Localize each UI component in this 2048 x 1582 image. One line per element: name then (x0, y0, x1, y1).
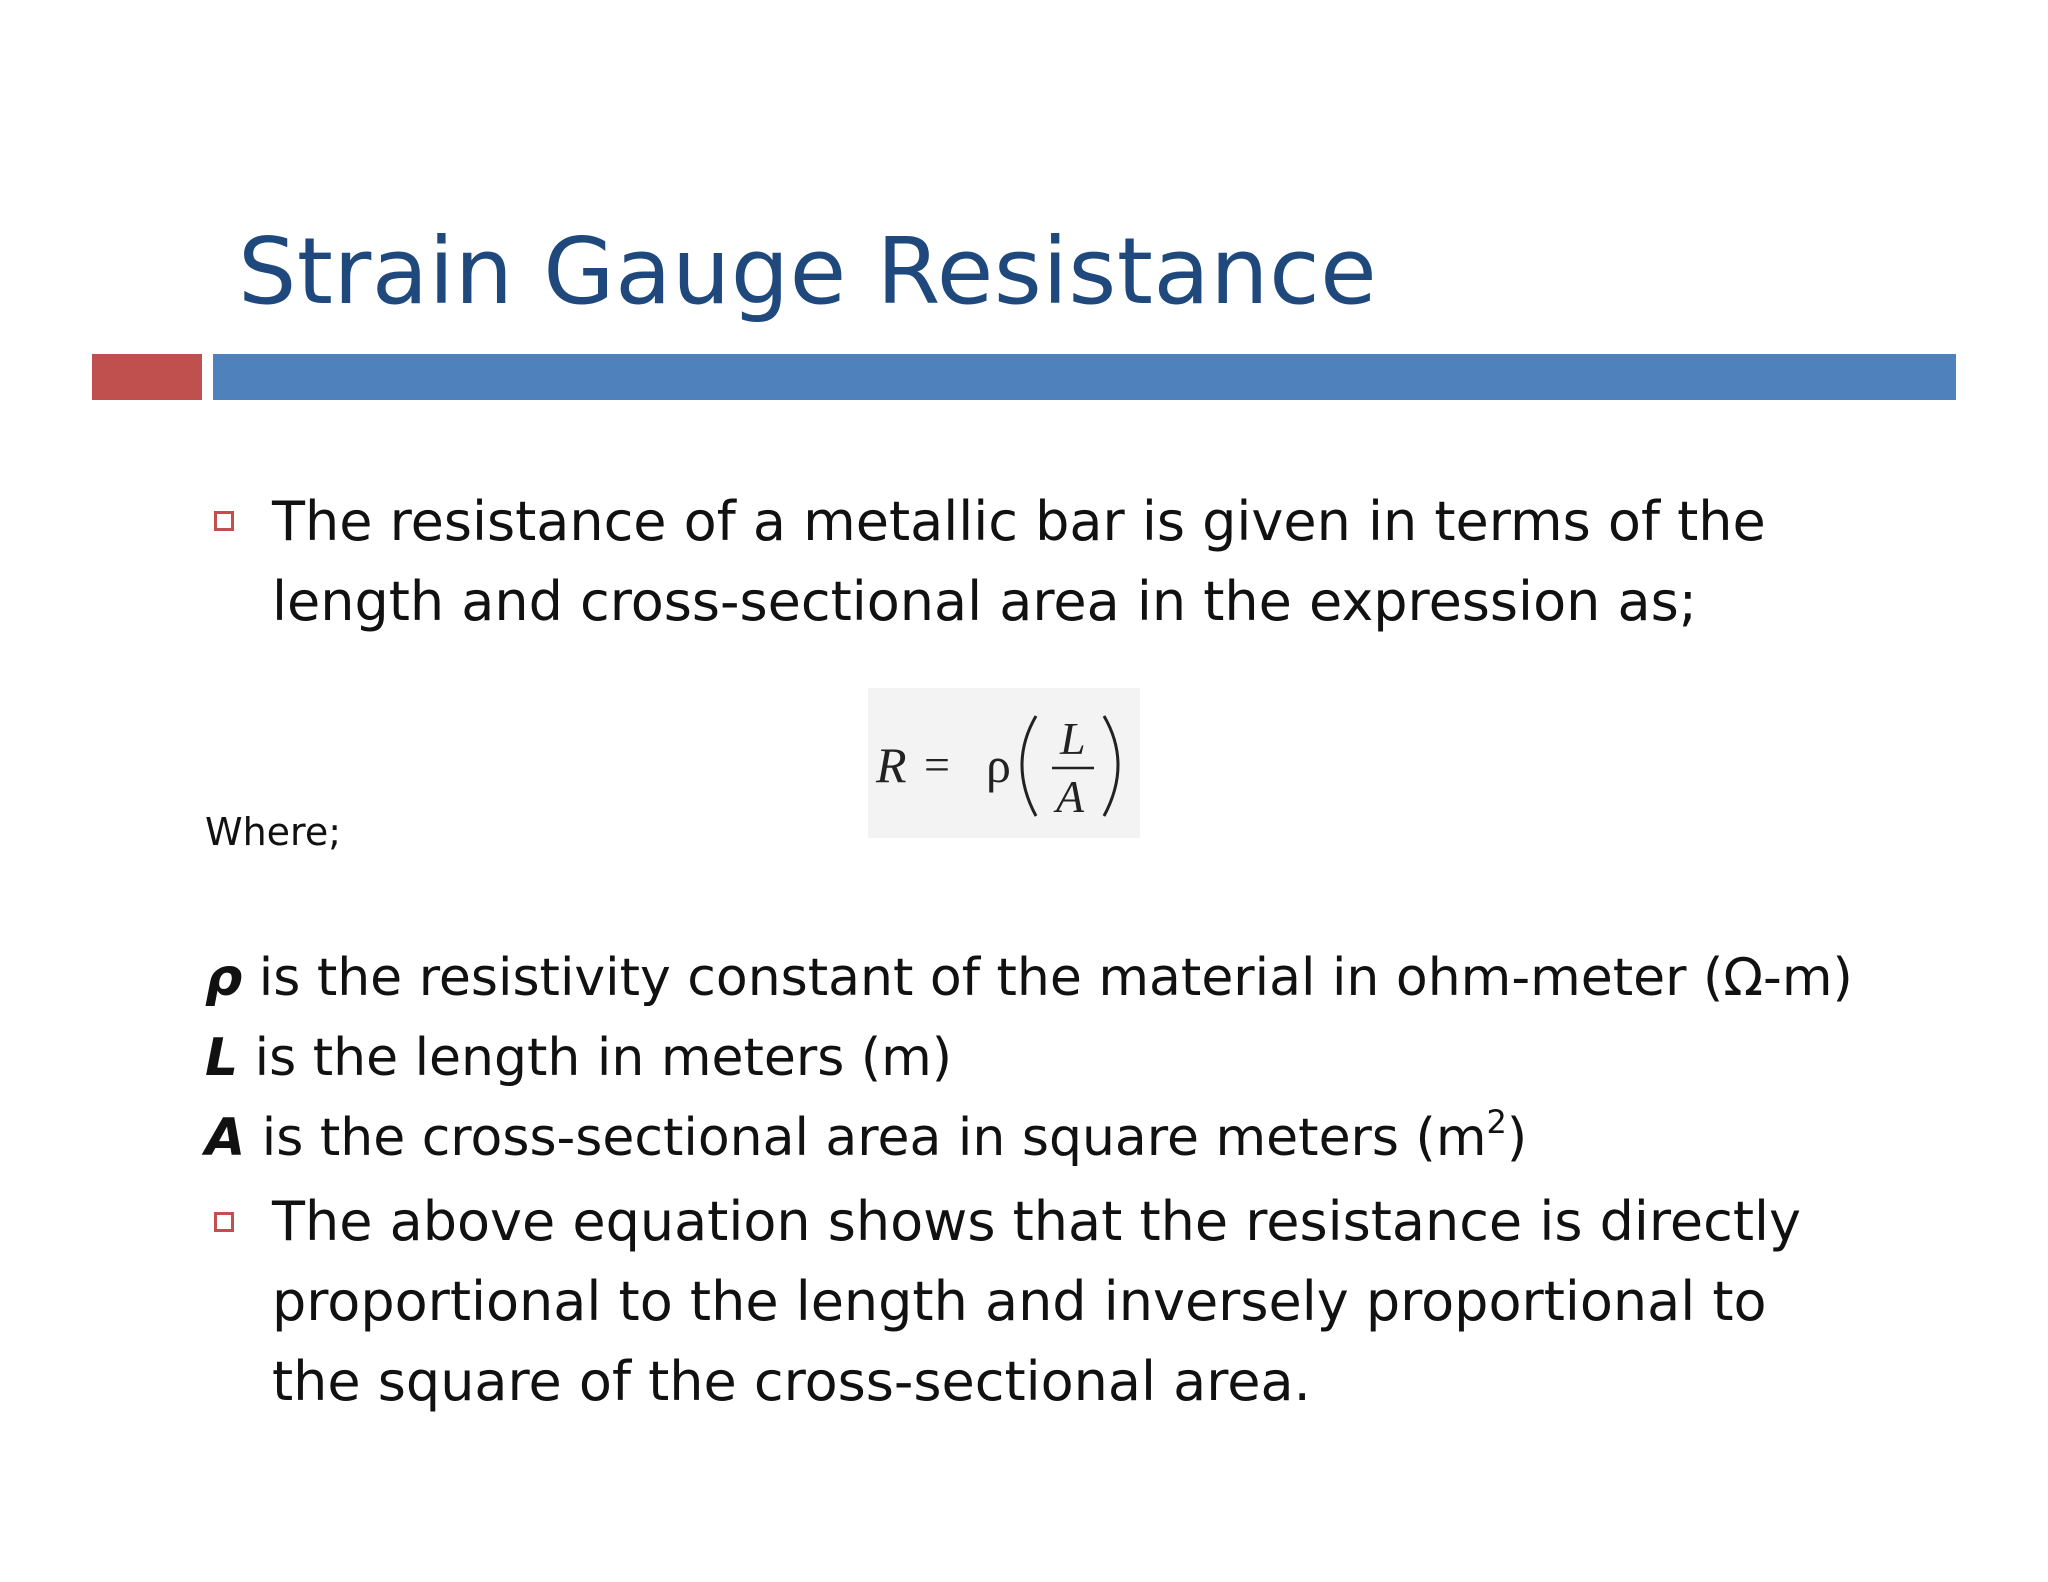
definition-superscript: 2 (1486, 1103, 1507, 1141)
bullet-2-line-1: The above equation shows that the resistance is directly (272, 1190, 1801, 1253)
formula-denominator: A (1056, 771, 1085, 822)
left-paren-icon (1022, 716, 1036, 816)
square-bullet-icon (214, 511, 234, 531)
definition-symbol: ρ (205, 948, 243, 1008)
resistance-formula (868, 688, 1140, 838)
formula-equals: = (924, 739, 950, 790)
definition-area (205, 1103, 1528, 1168)
definition-rho (205, 948, 1853, 1008)
title-accent-red-bar (92, 354, 202, 400)
bullet-1-line-2: length and cross-sectional area in the expression as; (272, 570, 1697, 633)
bullet-2-line-2: proportional to the length and inversely proportional to (272, 1270, 1767, 1333)
definition-text: is the resistivity constant of the material in ohm-meter (Ω-m) (242, 948, 1853, 1008)
title-accent-blue-bar (213, 354, 1956, 400)
formula-numerator: L (1060, 713, 1086, 764)
formula-lhs: R (876, 737, 907, 793)
definition-length (205, 1028, 952, 1088)
bullet-1-line-1: The resistance of a metallic bar is given in terms of the (272, 490, 1766, 553)
definition-text: is the cross-sectional area in square meters (m (245, 1108, 1487, 1168)
formula-rho: ρ (986, 737, 1011, 793)
bullet-2-line-3: the square of the cross-sectional area. (272, 1350, 1311, 1413)
definition-symbol: L (205, 1028, 239, 1088)
square-bullet-icon (214, 1212, 234, 1232)
where-label: Where; (205, 810, 342, 854)
definition-text-end: ) (1506, 1108, 1528, 1168)
slide-title: Strain Gauge Resistance (238, 218, 1378, 325)
right-paren-icon (1104, 716, 1118, 816)
definition-text: is the length in meters (m) (238, 1028, 953, 1088)
definition-symbol: A (205, 1108, 246, 1168)
